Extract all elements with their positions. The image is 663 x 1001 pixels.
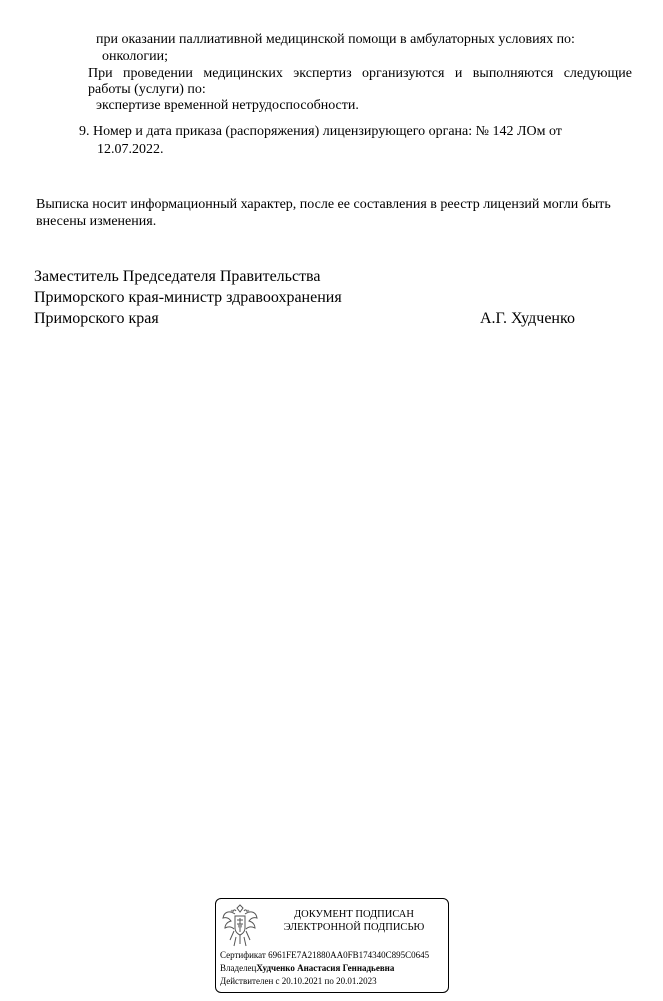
stamp-owner xyxy=(220,963,394,974)
expertise-line-2: работы (услуги) по: xyxy=(88,82,206,97)
item-9-line-2: 12.07.2022. xyxy=(97,142,164,157)
expertise-line-3: экспертизе временной нетрудоспособности. xyxy=(96,98,359,113)
signatory-name: А.Г. Худченко xyxy=(480,310,575,327)
stamp-owner-value: Худченко Анастасия Геннадьевна xyxy=(256,963,395,973)
notice-line-1: Выписка носит информационный характер, после ее составления в реестр лицензий могли быть xyxy=(36,197,611,212)
item-9-line-1: 9. Номер и дата приказа (распоряжения) лицензирующего органа: № 142 ЛОм от xyxy=(79,124,562,139)
stamp-certificate xyxy=(220,950,429,961)
signatory-title-line-2: Приморского края-министр здравоохранения xyxy=(34,289,342,306)
stamp-certificate-value: 6961FE7A21880AA0FB174340C895C0645 xyxy=(268,950,430,960)
signatory-title-line-3: Приморского края xyxy=(34,310,159,327)
expertise-line-1: При проведении медицинских экспертиз организуются и выполняются следующие xyxy=(88,66,632,81)
palliative-line-2: онкологии; xyxy=(102,49,169,64)
signatory-title-line-1: Заместитель Председателя Правительства xyxy=(34,268,321,285)
stamp-owner-label: Владелец xyxy=(220,963,257,973)
russian-coat-of-arms-icon xyxy=(221,904,259,948)
palliative-line-1: при оказании паллиативной медицинской помощи в амбулаторных условиях по: xyxy=(96,32,575,47)
stamp-validity: Действителен с 20.10.2021 по 20.01.2023 xyxy=(220,976,377,986)
stamp-header-line-2: ЭЛЕКТРОННОЙ ПОДПИСЬЮ xyxy=(283,922,425,933)
stamp-header xyxy=(264,908,444,934)
stamp-certificate-label: Сертификат xyxy=(220,950,266,960)
stamp-header-line-1: ДОКУМЕНТ ПОДПИСАН xyxy=(294,909,414,920)
electronic-signature-stamp xyxy=(215,898,449,993)
notice-line-2: внесены изменения. xyxy=(36,214,157,229)
